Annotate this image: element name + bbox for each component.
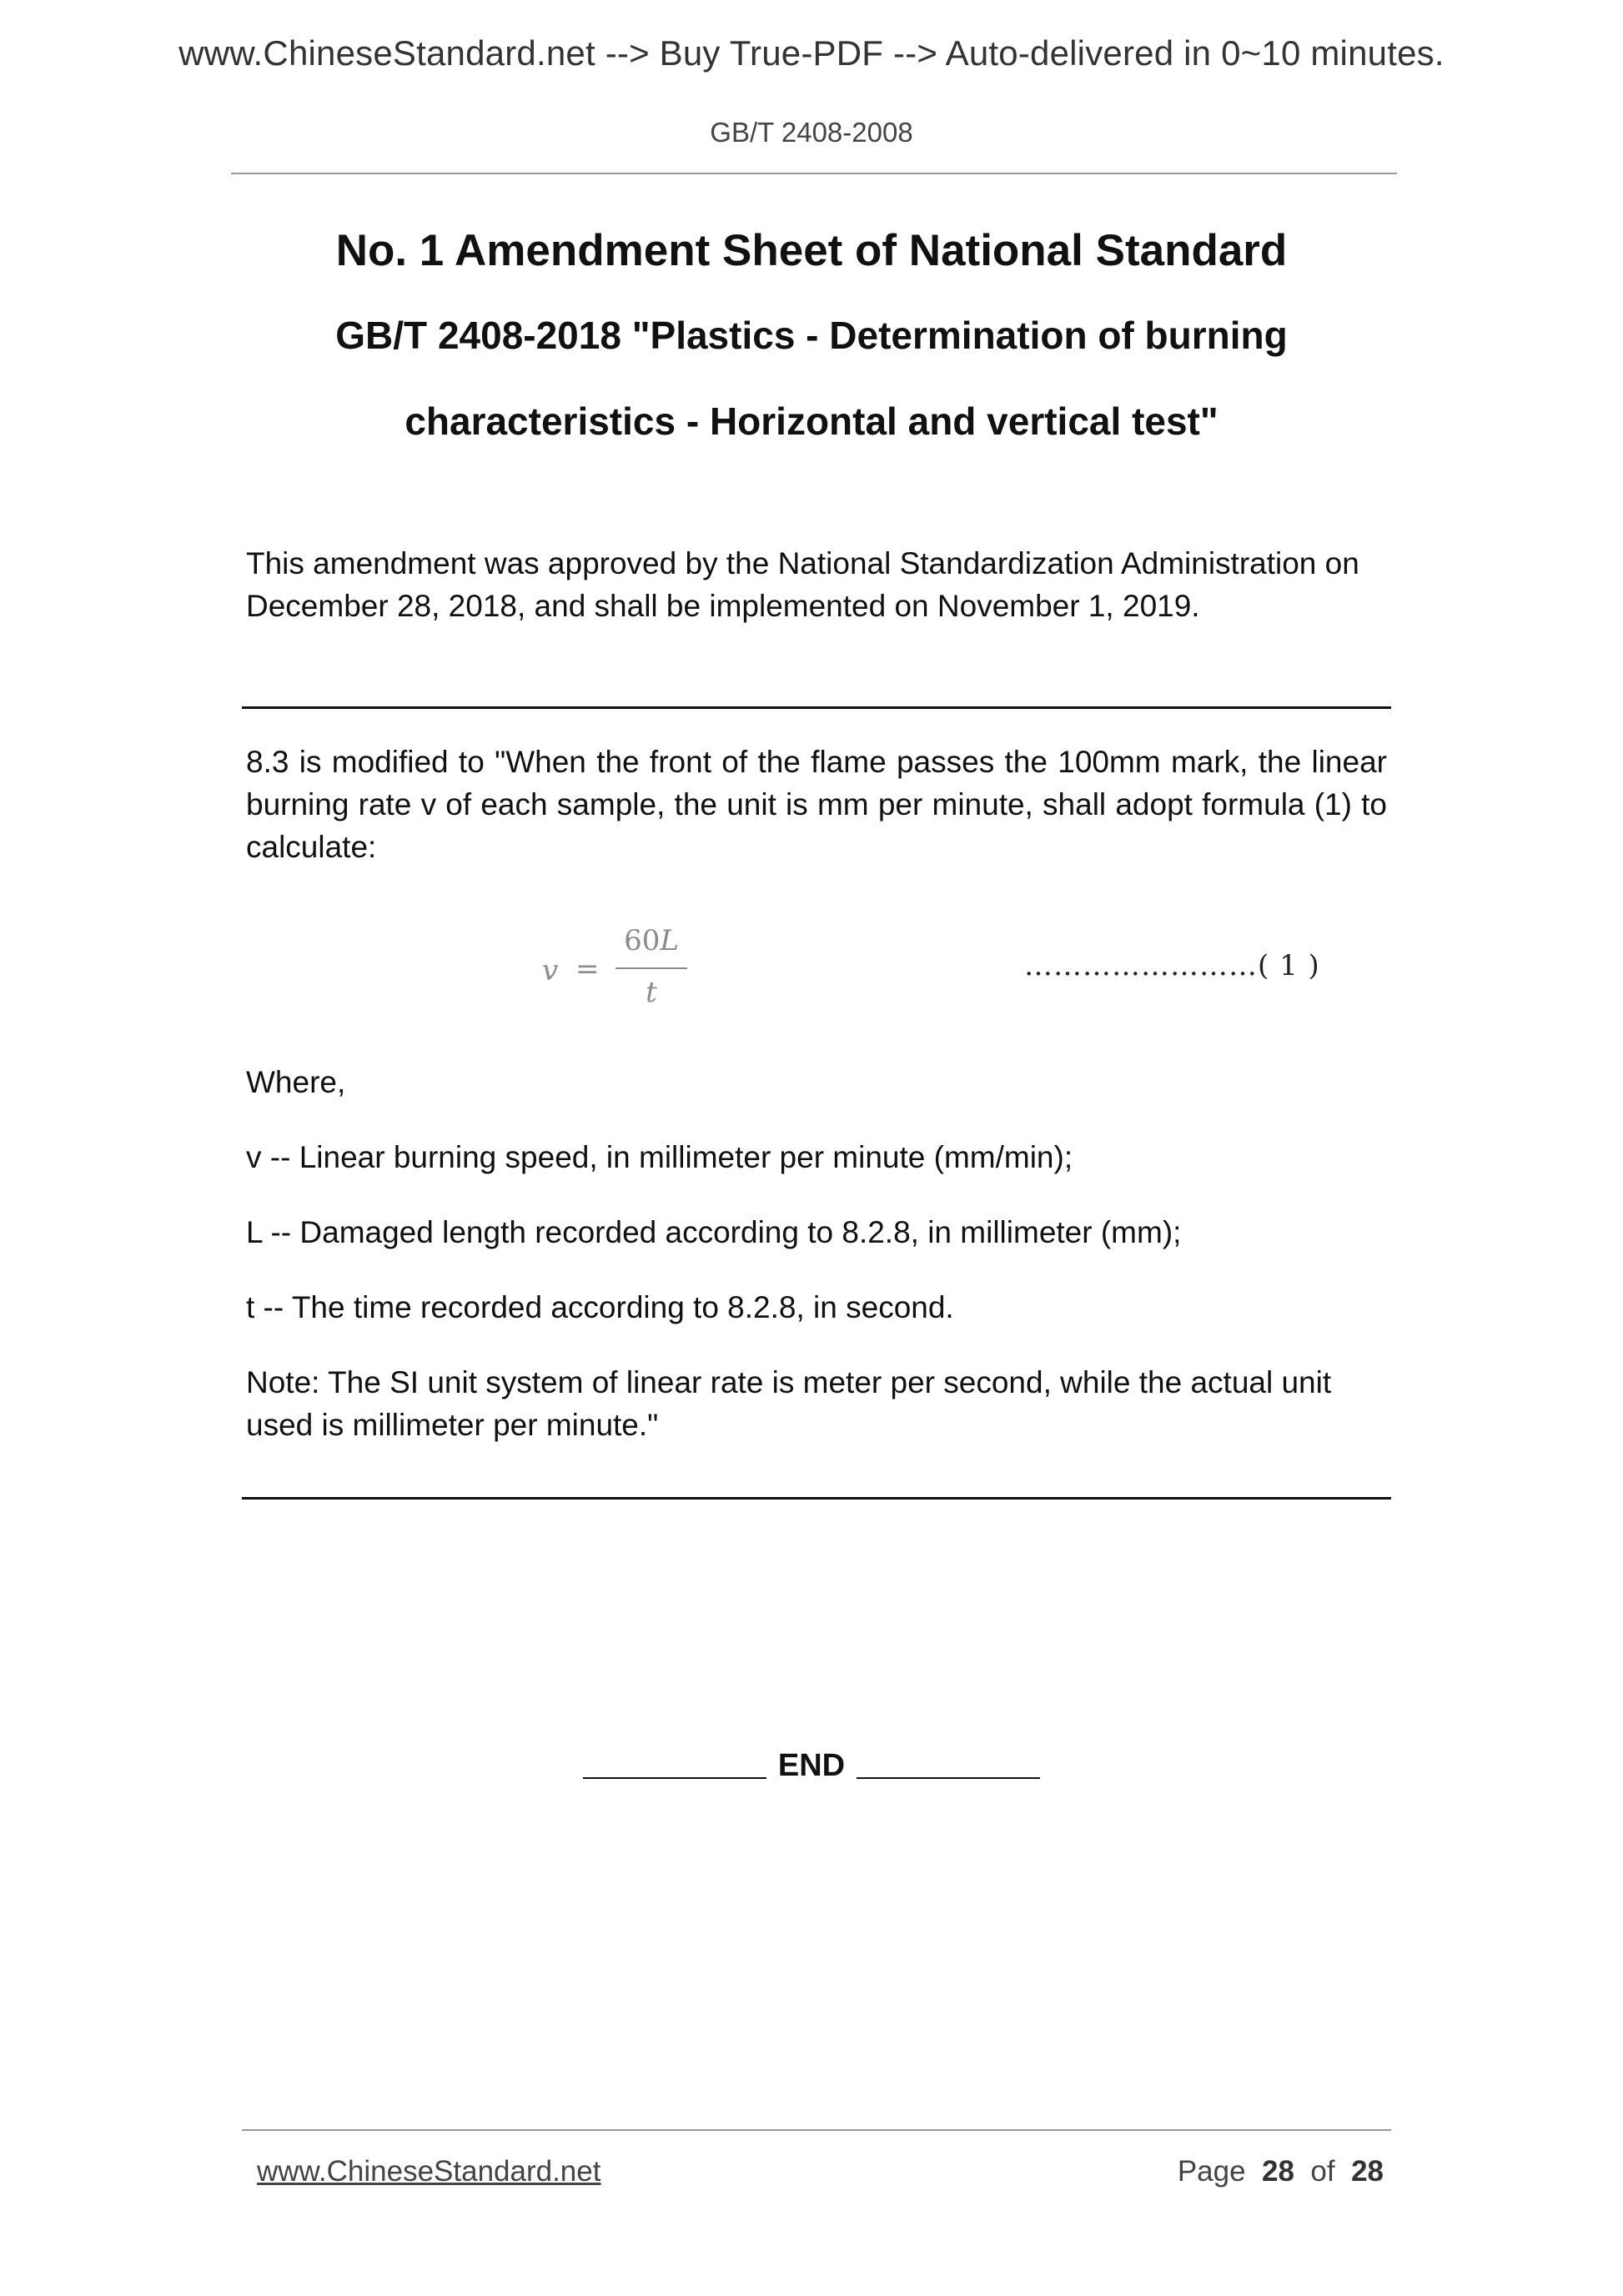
formula-leader-dots: ……………………	[1024, 949, 1258, 982]
formula-numerator-var: L	[660, 924, 679, 957]
subtitle-line-1: GB/T 2408-2018 "Plastics - Determination of burning	[335, 314, 1288, 357]
top-banner: www.ChineseStandard.net --> Buy True-PDF --> Auto-delivered in 0~10 minutes.	[178, 33, 1445, 73]
formula-numerator	[616, 924, 687, 957]
definition-v: v -- Linear burning speed, in millimeter per minute (mm/min);	[246, 1140, 1073, 1174]
formula-number	[1024, 949, 1320, 982]
subtitle-line-2: characteristics - Horizontal and vertical test"	[404, 399, 1219, 443]
end-line-right	[857, 1777, 1040, 1779]
definition-L: L -- Damaged length recorded according to 8.2.8, in millimeter (mm);	[246, 1215, 1182, 1249]
end-marker	[0, 1748, 1623, 1784]
formula-number-label: ( 1 )	[1258, 949, 1320, 982]
page-total: 28	[1351, 2155, 1384, 2188]
note-paragraph: Note: The SI unit system of linear rate is meter per second, while the actual unit used is millimeter per minute."	[246, 1365, 1332, 1442]
end-label: END	[777, 1748, 846, 1783]
amendment-intro: 8.3 is modified to "When the front of the flame passes the 100mm mark, the linear burning rate v of each sample, the unit is mm per minute, shall adopt formula (1) to calculate:	[246, 745, 1387, 864]
section-divider-bottom	[242, 1497, 1391, 1500]
end-line-left	[583, 1777, 766, 1779]
footer-site-link[interactable]: www.ChineseStandard.net	[257, 2155, 601, 2188]
of-word: of	[1310, 2155, 1335, 2188]
formula-1	[542, 924, 709, 1016]
header-standard-code: GB/T 2408-2008	[710, 117, 913, 148]
page-title: No. 1 Amendment Sheet of National Standard	[335, 226, 1288, 275]
header-divider	[231, 173, 1397, 174]
formula-equals: =	[575, 952, 600, 986]
definition-t: t -- The time recorded according to 8.2.8, in second.	[246, 1290, 954, 1324]
formula-denominator: t	[646, 976, 657, 1009]
page-word: Page	[1177, 2155, 1246, 2188]
footer-divider	[242, 2129, 1391, 2131]
approval-statement: This amendment was approved by the National Standardization Administration on December 28, 2018, and shall be implemented on November 1, 2019.	[246, 546, 1359, 623]
formula-lhs: v	[542, 954, 559, 987]
footer-page-indicator	[1178, 2155, 1384, 2188]
formula-numerator-coef: 60	[624, 924, 661, 957]
where-label: Where,	[246, 1065, 346, 1099]
section-divider-top	[242, 706, 1391, 709]
formula-fraction-bar	[616, 967, 687, 969]
page-current: 28	[1262, 2155, 1294, 2188]
